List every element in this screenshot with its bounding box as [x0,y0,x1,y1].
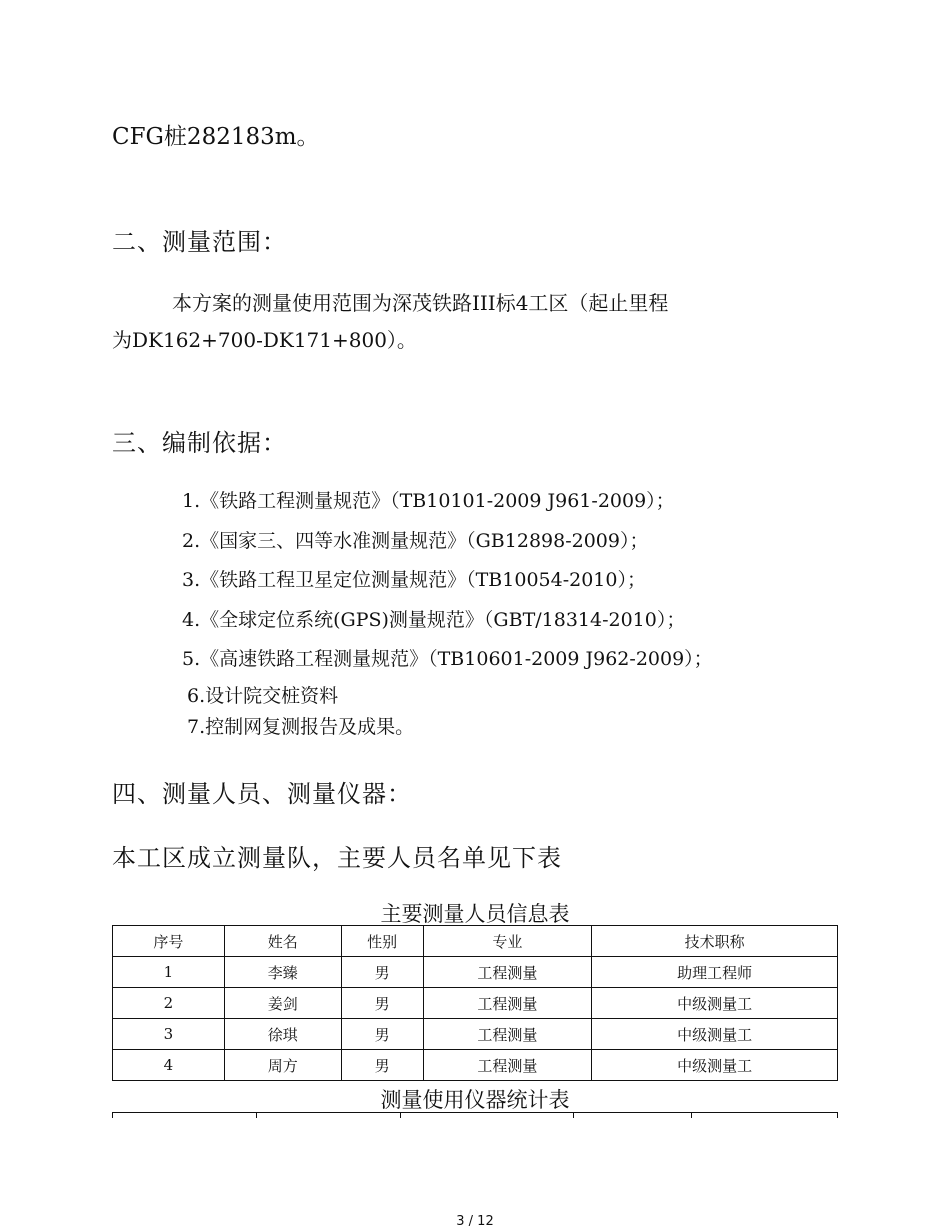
reference-item: 3.《铁路工程卫星定位测量规范》（TB10054-2010）； [182,569,646,591]
table-cell: 李臻 [224,957,341,988]
staff-table [112,925,838,1081]
instrument-table-divider [256,1112,257,1118]
table-row [113,988,838,1019]
table-header-cell: 姓名 [224,926,341,957]
table-cell: 助理工程师 [592,957,838,988]
table-cell: 男 [341,988,423,1019]
table-cell: 男 [341,1019,423,1050]
table-header-cell: 性别 [341,926,423,957]
table-header-cell: 技术职称 [592,926,838,957]
section2-body-line2: 为DK162+700-DK171+800）。 [112,328,417,352]
instrument-table-divider [837,1112,838,1118]
table-header-cell: 序号 [113,926,225,957]
reference-list [182,484,713,744]
table-cell: 工程测量 [423,1050,592,1081]
table-cell: 男 [341,957,423,988]
table-row [113,957,838,988]
table-cell: 中级测量工 [592,988,838,1019]
reference-item: 1.《铁路工程测量规范》（TB10101-2009 J961-2009）； [182,490,675,512]
table-cell: 男 [341,1050,423,1081]
page-number: 3 / 12 [456,1214,494,1229]
table-row [113,1050,838,1081]
table-header-cell: 专业 [423,926,592,957]
staff-table-caption: 主要测量人员信息表 [380,902,570,926]
table-cell: 中级测量工 [592,1050,838,1081]
table-cell: 工程测量 [423,957,592,988]
table-cell: 工程测量 [423,988,592,1019]
table-cell: 4 [113,1050,225,1081]
instrument-table-divider [573,1112,574,1118]
reference-item: 7.控制网复测报告及成果。 [187,715,415,738]
table-cell: 1 [113,957,225,988]
reference-item: 2.《国家三、四等水准测量规范》（GB12898-2009）； [182,529,649,552]
table-cell: 工程测量 [423,1019,592,1050]
section2-heading: 二、测量范围： [112,228,287,256]
section2-body-line1: 本方案的测量使用范围为深茂铁路III标4工区（起止里程 [172,291,669,315]
table-cell: 3 [113,1019,225,1050]
table-cell: 2 [113,988,225,1019]
section4-intro: 本工区成立测量队，主要人员名单见下表 [112,844,562,872]
reference-item: 4.《全球定位系统(GPS)测量规范》（GBT/18314-2010）； [182,608,686,631]
intro-tail-text: CFG桩282183m。 [112,124,320,150]
table-cell: 周方 [224,1050,341,1081]
table-cell: 中级测量工 [592,1019,838,1050]
section3-heading: 三、编制依据： [112,429,287,457]
section4-heading: 四、测量人员、测量仪器： [112,780,412,808]
table-header-row [113,926,838,957]
reference-item: 6.设计院交桩资料 [187,684,339,707]
reference-item: 5.《高速铁路工程测量规范》（TB10601-2009 J962-2009）； [182,648,713,670]
instrument-table-top-border [112,1112,838,1119]
instrument-table-divider [400,1112,401,1118]
table-cell: 徐琪 [224,1019,341,1050]
table-cell: 姜剑 [224,988,341,1019]
table-row [113,1019,838,1050]
instrument-table-caption: 测量使用仪器统计表 [380,1088,570,1112]
instrument-table-divider [112,1112,113,1118]
instrument-table-divider [691,1112,692,1118]
